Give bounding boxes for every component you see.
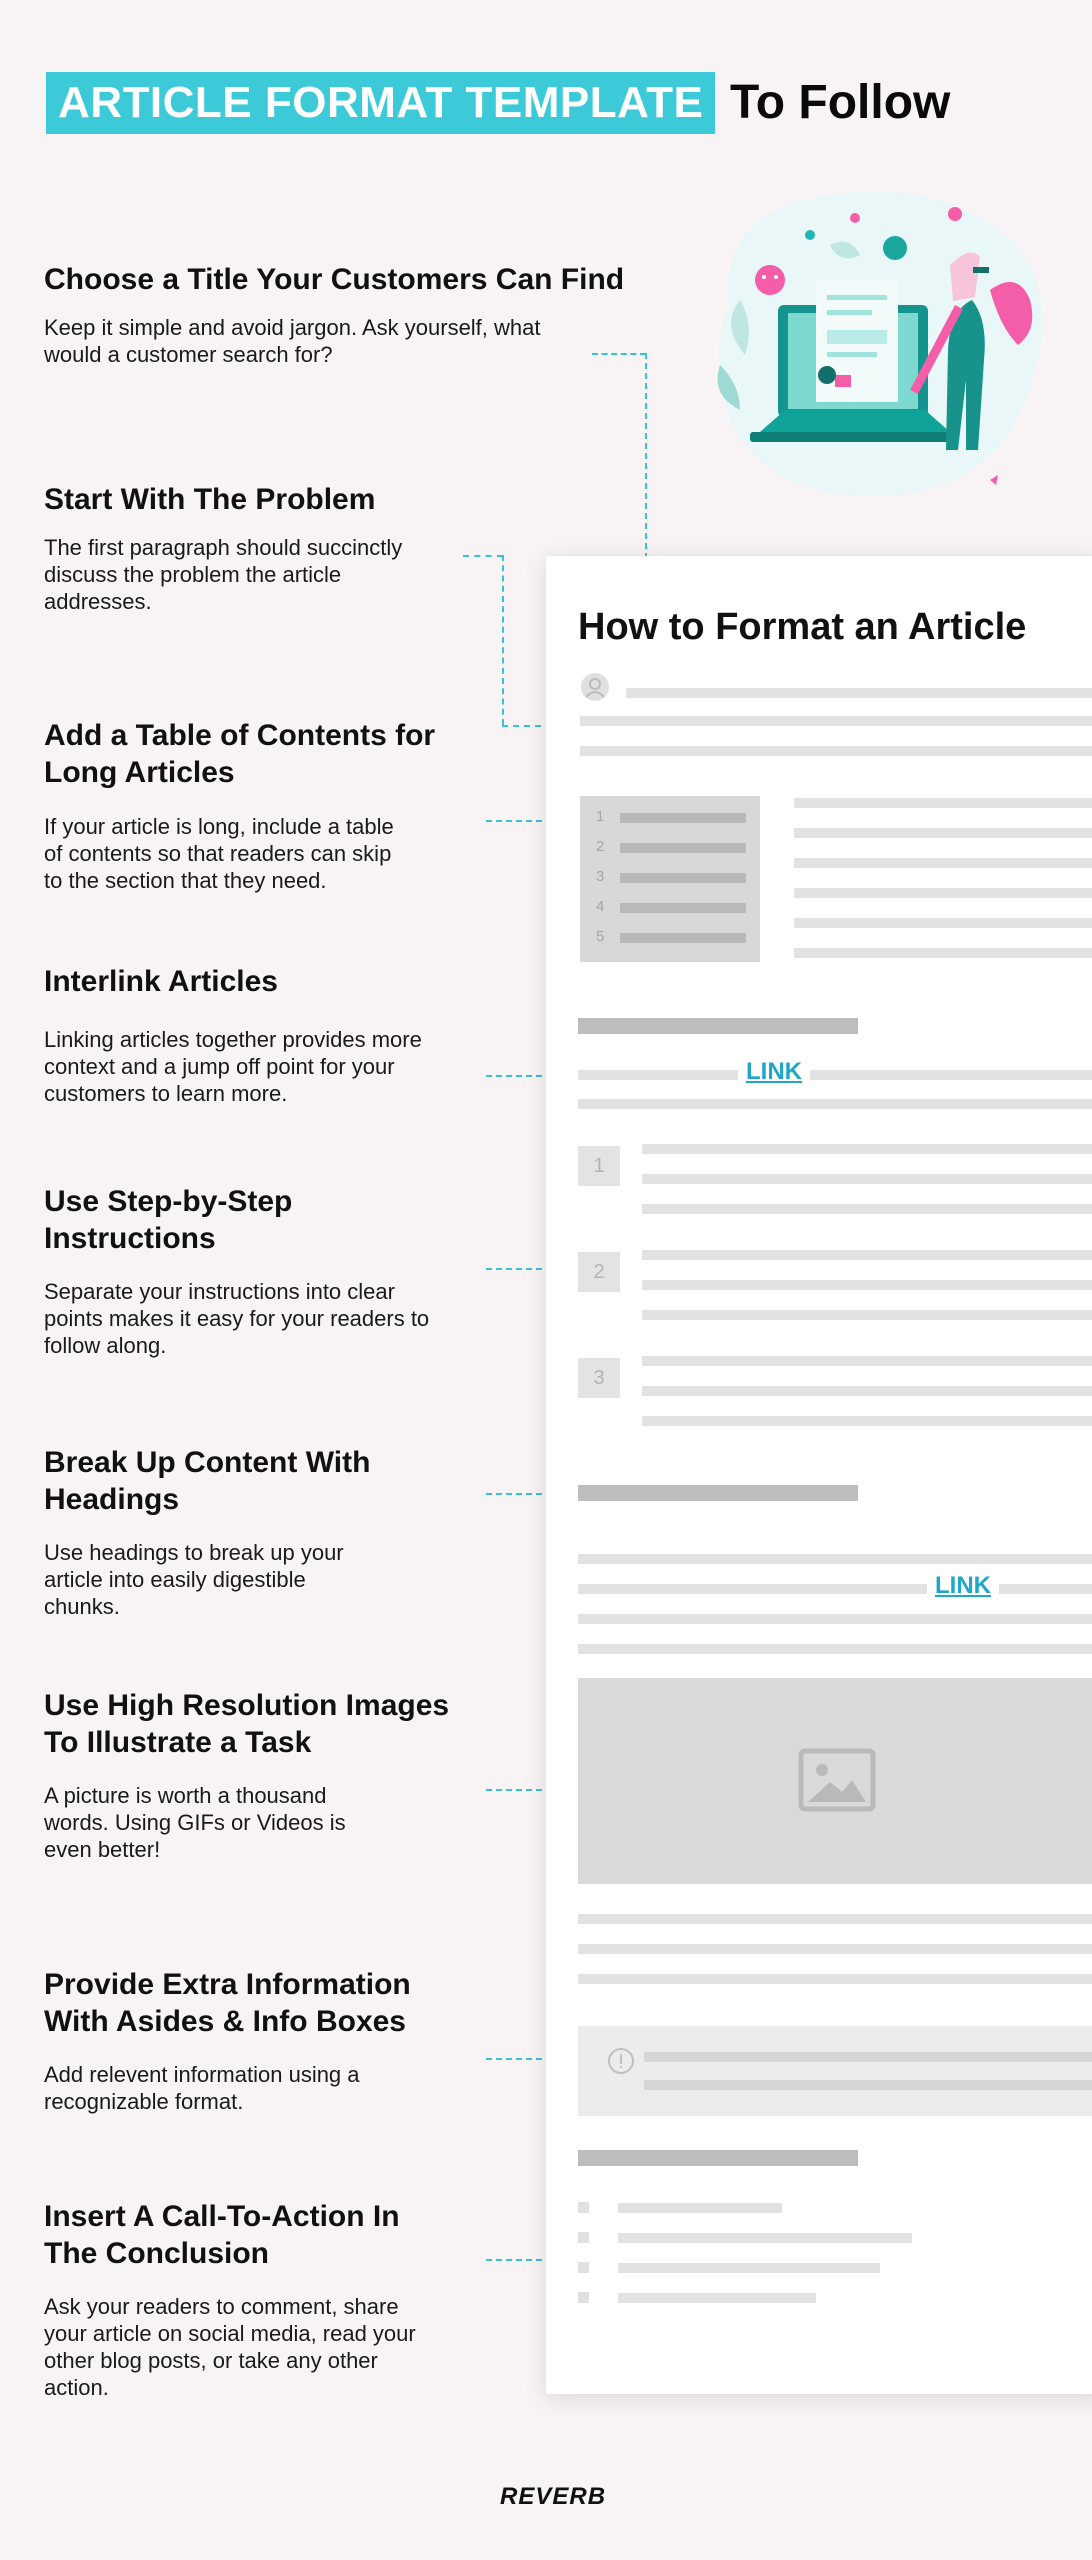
intro-line [580, 746, 1092, 756]
body-line [578, 1070, 1092, 1080]
list-item [618, 2233, 912, 2243]
body-line [578, 1099, 1092, 1109]
body-line [578, 1554, 1092, 1564]
toc-number: 5 [596, 928, 605, 945]
tip-title-9: Insert A Call-To-Action In The Conclusion [44, 2200, 400, 2270]
author-line [626, 688, 1092, 698]
step-line [642, 1386, 1092, 1396]
tip-title-3: Add a Table of Contents for Long Articles [44, 719, 436, 789]
info-icon [606, 2046, 636, 2076]
toc-line [620, 903, 746, 913]
body-line [578, 1974, 1092, 1984]
article-link[interactable]: LINK [738, 1058, 810, 1086]
tip-body-5: Separate your instructions into clear points makes it easy for your readers to follow along. [44, 1279, 430, 1358]
article-link[interactable]: LINK [927, 1572, 999, 1600]
avatar-icon [580, 672, 610, 702]
toc-number: 3 [596, 868, 605, 885]
step-number: 1 [578, 1146, 620, 1186]
page-title-highlight: ARTICLE FORMAT TEMPLATE [46, 72, 715, 134]
connector-2-vertical [502, 555, 504, 725]
body-line [794, 888, 1092, 898]
tip-title-8: Provide Extra Information With Asides & Info Boxes [44, 1968, 411, 2038]
tip-body-8: Add relevent information using a recognizable format. [44, 2062, 360, 2114]
body-line [794, 828, 1092, 838]
article-mockup [546, 556, 1092, 2394]
step-number: 3 [578, 1358, 620, 1398]
laptop-illustration [690, 180, 1070, 510]
connector-1 [592, 353, 646, 355]
body-line [794, 858, 1092, 868]
section-heading [578, 2150, 858, 2166]
list-item [618, 2263, 880, 2273]
image-placeholder [578, 1678, 1092, 1884]
tip-title-6: Break Up Content With Headings [44, 1446, 371, 1516]
connector-9 [486, 2259, 552, 2261]
page-title-rest: To Follow [730, 76, 951, 129]
connector-3 [486, 820, 552, 822]
toc-number: 1 [596, 808, 605, 825]
toc-line [620, 813, 746, 823]
step-number: 2 [578, 1252, 620, 1292]
step-line [642, 1144, 1092, 1154]
list-bullet [578, 2262, 589, 2273]
step-line [642, 1310, 1092, 1320]
list-item [618, 2293, 816, 2303]
list-bullet [578, 2232, 589, 2243]
tip-title-7: Use High Resolution Images To Illustrate a Task [44, 1689, 450, 1759]
tip-title-1: Choose a Title Your Customers Can Find [44, 263, 625, 296]
info-line [644, 2080, 1092, 2090]
body-line [794, 948, 1092, 958]
image-placeholder-icon [798, 1748, 876, 1812]
tip-title-5: Use Step-by-Step Instructions [44, 1185, 293, 1255]
list-bullet [578, 2202, 589, 2213]
list-item [618, 2203, 782, 2213]
connector-8 [486, 2058, 552, 2060]
toc-line [620, 843, 746, 853]
connector-2-end [502, 725, 552, 727]
tip-title-4: Interlink Articles [44, 965, 278, 998]
toc-line [620, 933, 746, 943]
section-heading [578, 1018, 858, 1034]
tip-body-4: Linking articles together provides more context and a jump off point for your customers to learn more. [44, 1027, 422, 1106]
body-line [578, 1644, 1092, 1654]
connector-5 [486, 1268, 552, 1270]
tip-body-7: A picture is worth a thousand words. Using GIFs or Videos is even better! [44, 1783, 346, 1862]
toc-number: 4 [596, 898, 605, 915]
info-line [644, 2052, 1092, 2062]
toc-line [620, 873, 746, 883]
step-line [642, 1416, 1092, 1426]
body-line [794, 798, 1092, 808]
tip-body-9: Ask your readers to comment, share your article on social media, read your other blog posts, or take any other action. [44, 2294, 416, 2400]
tip-title-2: Start With The Problem [44, 483, 376, 516]
tip-body-1: Keep it simple and avoid jargon. Ask yourself, what would a customer search for? [44, 315, 541, 367]
info-box [578, 2026, 1092, 2116]
body-line [578, 1914, 1092, 1924]
connector-2 [463, 555, 503, 557]
connector-6 [486, 1493, 552, 1495]
tip-body-3: If your article is long, include a table of contents so that readers can skip to the section that they need. [44, 814, 394, 893]
step-line [642, 1280, 1092, 1290]
intro-line [580, 716, 1092, 726]
connector-4 [486, 1075, 552, 1077]
tip-body-6: Use headings to break up your article into easily digestible chunks. [44, 1540, 344, 1619]
connector-1-vertical [645, 353, 647, 589]
connector-7 [486, 1789, 552, 1791]
step-line [642, 1356, 1092, 1366]
section-heading [578, 1485, 858, 1501]
article-title: How to Format an Article [578, 606, 1027, 648]
body-line [794, 918, 1092, 928]
tip-body-2: The first paragraph should succinctly discuss the problem the article addresses. [44, 535, 403, 614]
step-line [642, 1250, 1092, 1260]
step-line [642, 1204, 1092, 1214]
toc-number: 2 [596, 838, 605, 855]
brand-logo: REVERB [500, 2483, 607, 2510]
body-line [578, 1584, 1092, 1594]
body-line [578, 1944, 1092, 1954]
table-of-contents [580, 796, 760, 962]
list-bullet [578, 2292, 589, 2303]
body-line [578, 1614, 1092, 1624]
step-line [642, 1174, 1092, 1184]
